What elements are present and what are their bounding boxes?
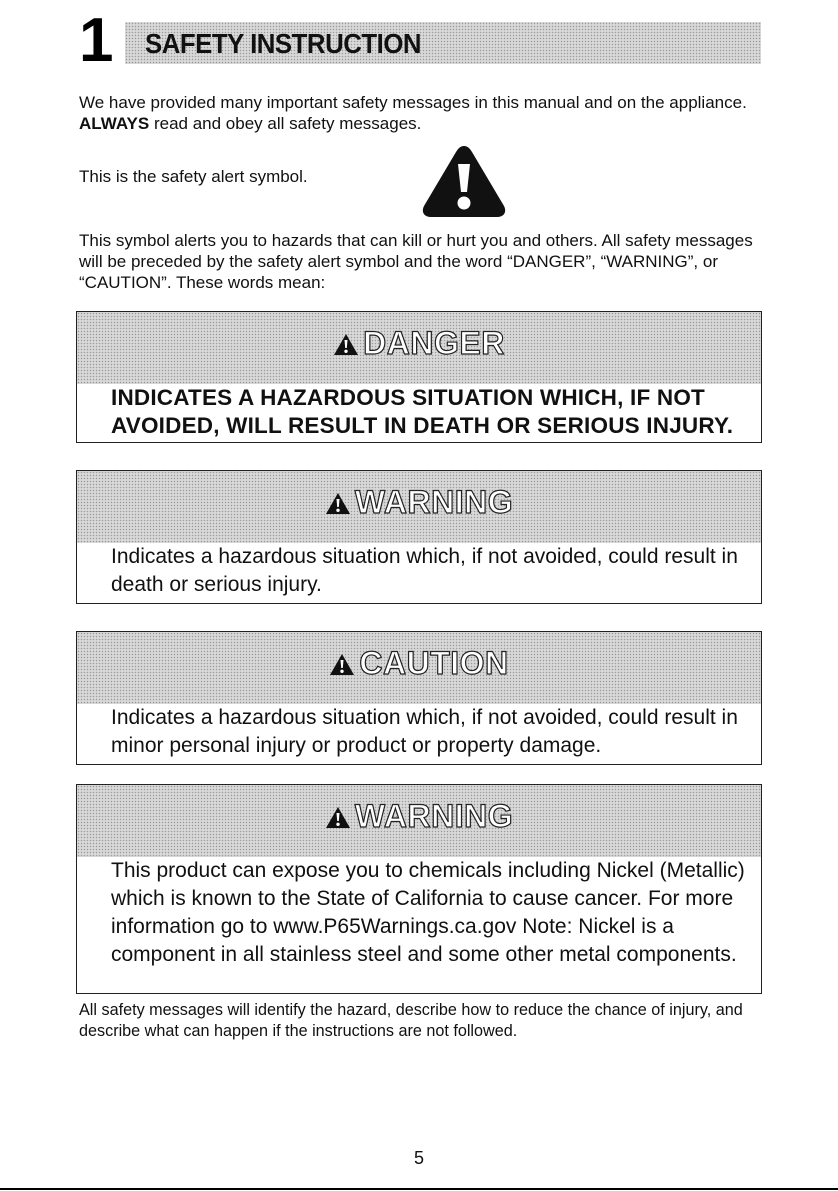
caution-box [76, 631, 762, 765]
footer-paragraph: All safety messages will identify the hazard, describe how to reduce the chance of injury, and describe what can happen if the instructions are not followed. [79, 1001, 743, 1040]
warning-message: Indicates a hazardous situation which, if not avoided, could result in death or serious injury. [111, 545, 738, 596]
chapter-title: SAFETY INSTRUCTION [145, 28, 422, 59]
danger-header [77, 312, 761, 384]
safety-alert-icon [333, 333, 359, 357]
chapter-number: 1 [79, 6, 114, 75]
page-bottom-rule [0, 1188, 838, 1190]
page-number: 5 [413, 1148, 424, 1168]
prop65-warning-box [76, 784, 762, 994]
prop65-signal-word: WARNING [354, 798, 514, 834]
safety-alert-icon [325, 806, 351, 830]
danger-message: INDICATES A HAZARDOUS SITUATION WHICH, IF NOT AVOIDED, WILL RESULT IN DEATH OR SERIOUS INJURY. [111, 385, 734, 438]
chapter-title-bar [125, 22, 761, 64]
danger-box [76, 311, 762, 443]
caution-signal-word: CAUTION [359, 645, 509, 681]
danger-signal-word: DANGER [363, 325, 505, 361]
warning-header [77, 471, 761, 543]
symbol-caption: This is the safety alert symbol. [79, 167, 308, 186]
intro-always: ALWAYS [79, 114, 150, 133]
prop65-message: This product can expose you to chemicals including Nickel (Metallic) which is known to the State of California to cause cancer. For more information go to www.P65Warnings.ca.gov Note: Nickel is a component in all stainless steel and some other metal components. [111, 859, 745, 966]
safety-alert-icon [325, 492, 351, 516]
chapter-heading [79, 6, 763, 75]
caution-message: Indicates a hazardous situation which, if not avoided, could result in minor personal injury or product or property damage. [111, 706, 738, 757]
safety-alert-icon [329, 653, 355, 677]
warning-signal-word: WARNING [354, 484, 514, 520]
intro-text-pre: We have provided many important safety messages in this manual and on the appliance. [79, 93, 747, 112]
prop65-warning-header [77, 785, 761, 857]
intro-text-post: read and obey all safety messages. [149, 114, 422, 133]
symbol-explanation: This symbol alerts you to hazards that can kill or hurt you and others. All safety messages will be preceded by the safety alert symbol and the word “DANGER”, “WARNING”, or “CAUTION”. These words mean: [79, 231, 753, 292]
warning-box [76, 470, 762, 604]
caution-header [77, 632, 761, 704]
safety-alert-icon [420, 142, 508, 220]
intro-paragraph [79, 92, 769, 134]
